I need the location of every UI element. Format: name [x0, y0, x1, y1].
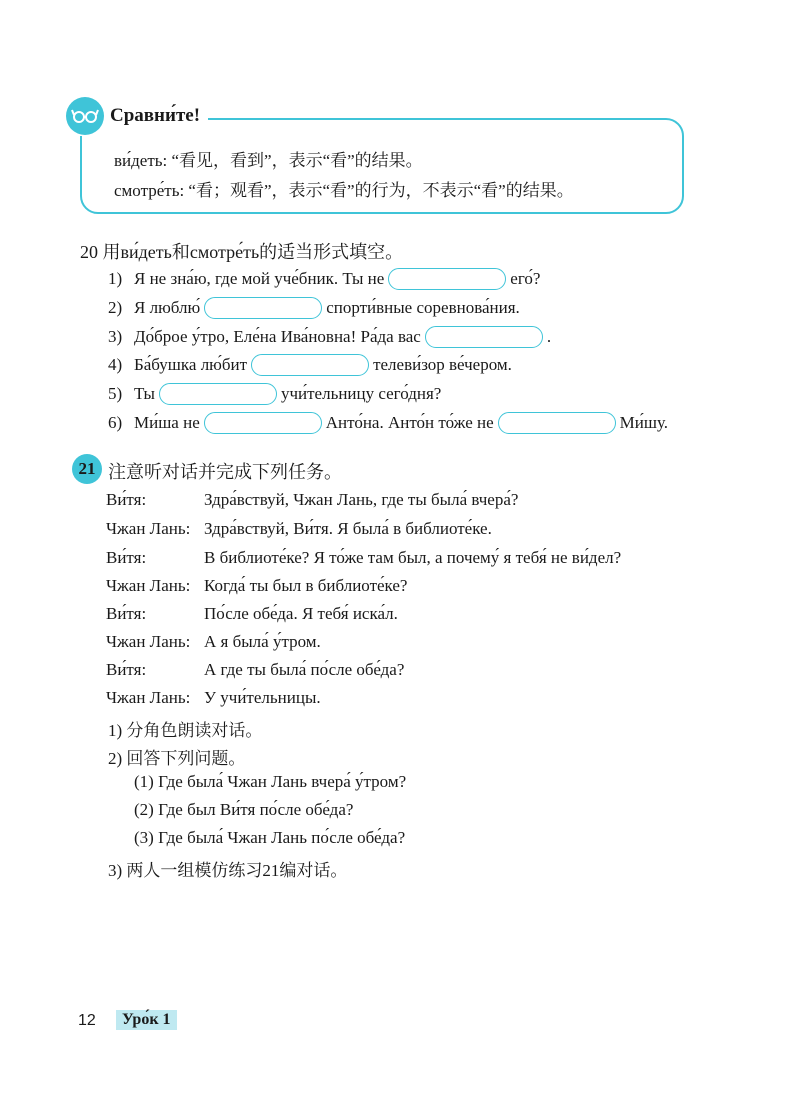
exercise-number: 21 — [78, 459, 96, 478]
dialogue-text: У учи́тельницы. — [204, 688, 321, 707]
dialogue-speaker: Чжан Лань: — [106, 688, 191, 707]
compare-line-1: ви́деть: “看见，看到”，表示“看”的结果。 — [114, 151, 423, 170]
dialogue-text: В библиоте́ке? Я то́же там был, а почему́ я тебя́ не ви́дел? — [204, 548, 622, 567]
item-number: 1) — [108, 269, 123, 288]
glasses-icon — [66, 97, 104, 135]
item-text: телеви́зор ве́чером. — [373, 355, 512, 374]
exercise-instruction: 注意听对话并完成下列任务。 — [108, 462, 342, 482]
item-number: 6) — [108, 413, 123, 432]
item-text: Я люблю́ — [134, 298, 201, 317]
answer-blank[interactable] — [388, 268, 506, 290]
question-3: (3) Где была́ Чжан Лань по́сле обе́да? — [134, 828, 406, 847]
exercise-item — [108, 412, 668, 434]
question-1: (1) Где была́ Чжан Лань вчера́ у́тром? — [134, 772, 407, 791]
exercise-item — [108, 268, 540, 290]
dialogue-text: Когда́ ты был в библиоте́ке? — [204, 576, 408, 595]
item-text: . — [546, 327, 552, 346]
item-text: Ми́ша не — [134, 413, 200, 432]
lesson-tag: Уро́к 1 — [116, 1010, 177, 1030]
page-number: 12 — [78, 1012, 96, 1029]
dialogue-speaker: Чжан Лань: — [106, 632, 191, 651]
dialogue-line — [106, 688, 666, 710]
item-text: его́? — [510, 269, 541, 288]
item-number: 4) — [108, 355, 123, 374]
dialogue-line — [106, 519, 666, 541]
task-2: 2) 回答下列问题。 — [108, 749, 246, 768]
dialogue-speaker: Ви́тя: — [106, 548, 147, 567]
exercise-number: 20 — [80, 242, 98, 262]
listening-icon — [72, 454, 102, 484]
dialogue-speaker: Ви́тя: — [106, 604, 147, 623]
dialogue-speaker: Чжан Лань: — [106, 576, 191, 595]
answer-blank[interactable] — [204, 297, 322, 319]
dialogue-text: По́сле обе́да. Я тебя́ иска́л. — [204, 604, 398, 623]
dialogue-line — [106, 490, 666, 512]
item-text: Анто́на. Анто́н то́же не — [325, 413, 494, 432]
item-text: спорти́вные соревнова́ния. — [326, 298, 520, 317]
exercise-21-title — [108, 458, 342, 484]
task-1: 1) 分角色朗读对话。 — [108, 721, 263, 740]
dialogue-speaker: Ви́тя: — [106, 490, 147, 509]
item-text: Я не зна́ю, где мой уче́бник. Ты не — [134, 269, 385, 288]
answer-blank[interactable] — [425, 326, 543, 348]
item-number: 2) — [108, 298, 123, 317]
compare-header — [66, 96, 208, 136]
answer-blank[interactable] — [204, 412, 322, 434]
item-text: учи́тельницу сего́дня? — [280, 384, 442, 403]
dialogue-line — [106, 548, 666, 570]
exercise-item — [108, 354, 512, 376]
item-number: 3) — [108, 327, 123, 346]
task-3: 3) 两人一组模仿练习21编对话。 — [108, 861, 348, 880]
dialogue-line — [106, 576, 666, 598]
compare-title: Сравни́те! — [110, 105, 201, 126]
item-text: До́брое у́тро, Еле́на Ива́новна! Ра́да вас — [134, 327, 421, 346]
dialogue-text: А я была́ у́тром. — [204, 632, 321, 651]
exercise-item — [108, 383, 441, 405]
exercise-20-title — [80, 238, 403, 264]
item-text: Ми́шу. — [619, 413, 669, 432]
dialogue-line — [106, 660, 666, 682]
answer-blank[interactable] — [159, 383, 277, 405]
item-text: Ба́бушка лю́бит — [134, 355, 248, 374]
answer-blank[interactable] — [251, 354, 369, 376]
question-2: (2) Где был Ви́тя по́сле обе́да? — [134, 800, 354, 819]
exercise-item — [108, 326, 551, 348]
answer-blank[interactable] — [498, 412, 616, 434]
dialogue-text: Здра́вствуй, Ви́тя. Я была́ в библиоте́ке. — [204, 519, 492, 538]
item-text: Ты — [134, 384, 155, 403]
item-number: 5) — [108, 384, 123, 403]
dialogue-speaker: Ви́тя: — [106, 660, 147, 679]
dialogue-text: А где ты была́ по́сле обе́да? — [204, 660, 405, 679]
exercise-instruction: 用ви́деть和смотре́ть的适当形式填空。 — [102, 242, 404, 262]
compare-line-2: смотре́ть: “看；观看”，表示“看”的行为，不表示“看”的结果。 — [114, 181, 574, 200]
dialogue-text: Здра́вствуй, Чжан Лань, где ты была́ вчера́? — [204, 490, 519, 509]
exercise-item — [108, 297, 520, 319]
dialogue-line — [106, 632, 666, 654]
dialogue-line — [106, 604, 666, 626]
dialogue-speaker: Чжан Лань: — [106, 519, 191, 538]
